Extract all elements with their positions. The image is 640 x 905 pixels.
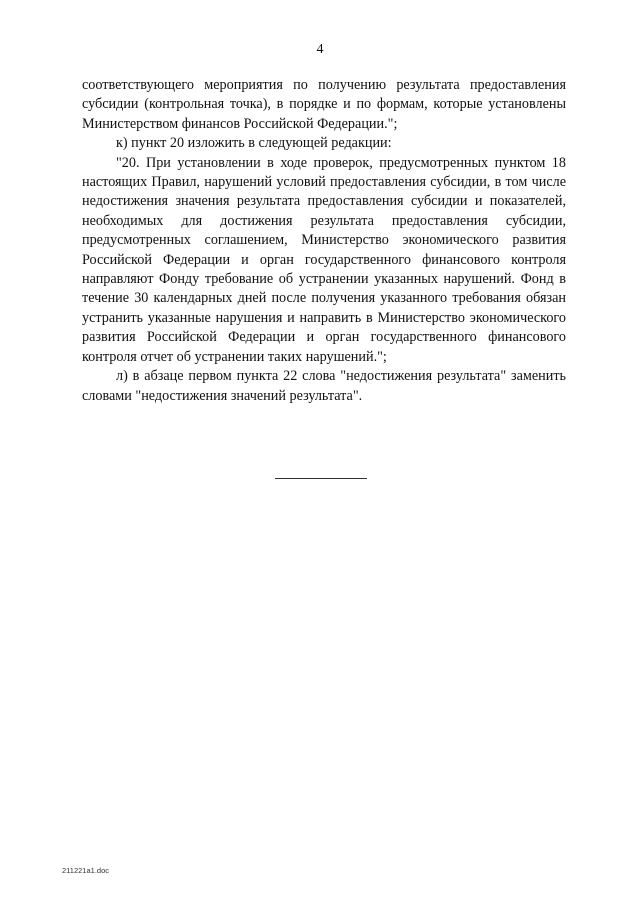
end-separator-line xyxy=(275,478,367,479)
paragraph-continuation: соответствующего мероприятия по получению результата предоставления субсидии (контрольная точка), в порядке и по формам, которые установлены Министерством финансов Российской Федерации."; xyxy=(82,77,566,132)
page-number: 4 xyxy=(316,42,324,57)
paragraph-item-l: л) в абзаце первом пункта 22 слова "недостижения результата" заменить словами "недостижения значений результата". xyxy=(82,368,566,404)
document-body xyxy=(82,76,566,406)
footer-file-code: 211221a1.doc xyxy=(62,866,109,875)
paragraph-item-20-text: "20. При установлении в ходе проверок, предусмотренных пунктом 18 настоящих Правил, нарушений условий предоставления субсидии, в том числе недостижения значения результата предоставления субсидии и показателей, необходимых для достижения результата предоставления субсидии, предусмотренных соглашением, Министерство экономического развития Российской Федерации и орган государственного финансового контроля направляют Фонду требование об устранении указанных нарушений. Фонд в течение 30 календарных дней после получения указанного требования обязан устранить указанные нарушения и направить в Министерство экономического развития Российской Федерации и орган государственного финансового контроля отчет об устранении таких нарушений."; xyxy=(82,154,566,365)
paragraph-item-k: к) пункт 20 изложить в следующей редакции: xyxy=(116,135,392,152)
